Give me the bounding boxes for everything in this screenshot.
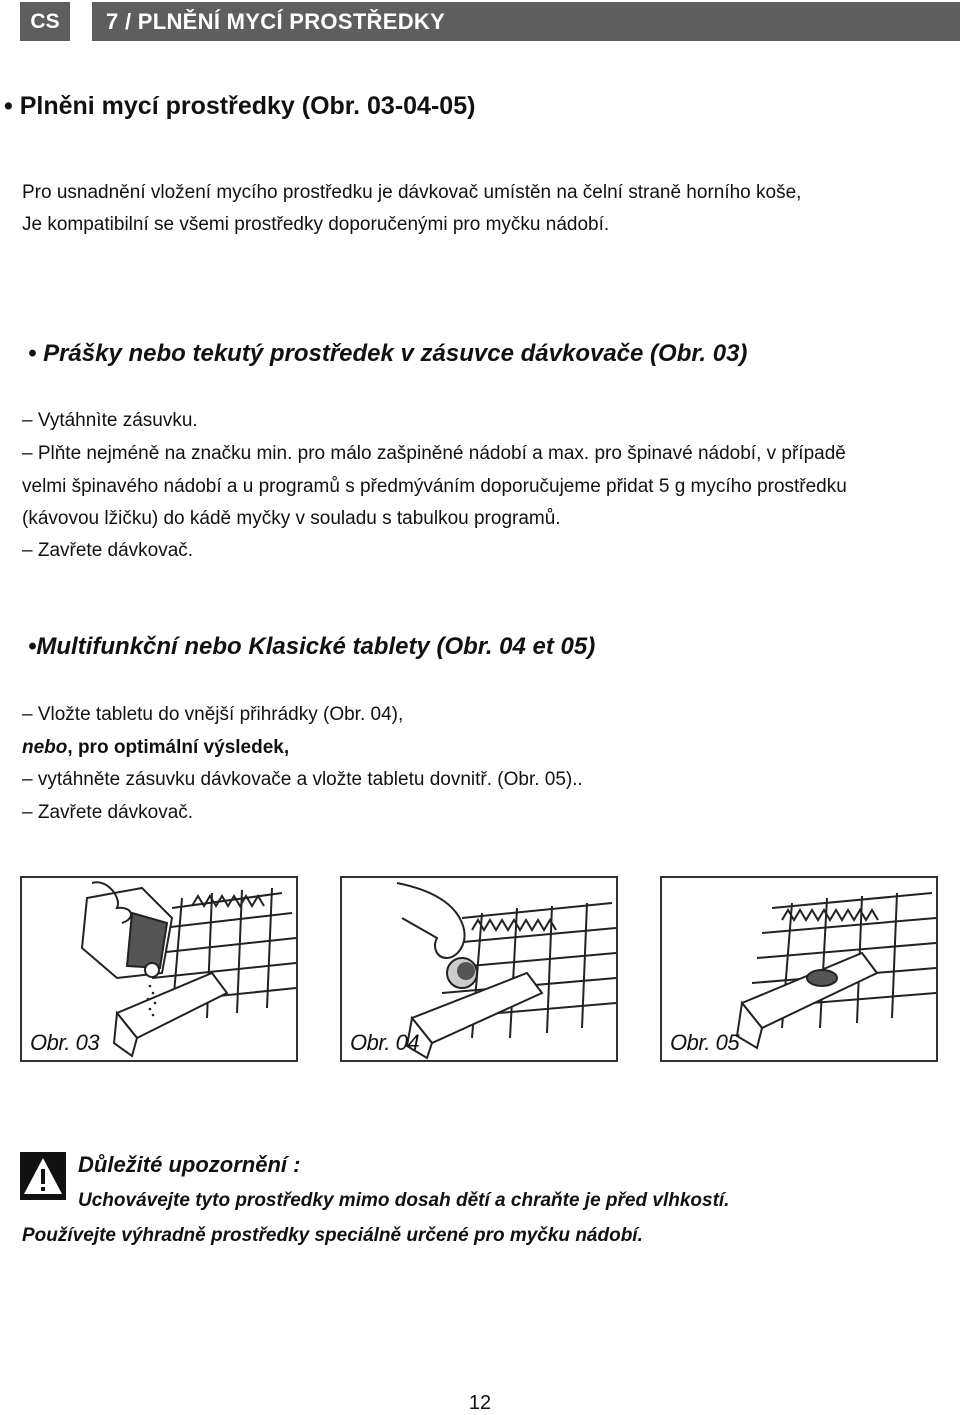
warning-icon [20, 1152, 66, 1200]
section-title: 7 / PLNĚNÍ MYCÍ PROSTŘEDKY [106, 8, 446, 34]
powder-line-3: velmi špinavého nádobí a u programů s předmýváním doporučujeme přidat 5 g mycího prostředku [22, 476, 847, 497]
tablets-line-2-rest: , pro optimální výsledek, [67, 737, 290, 758]
tablets-line-2 [22, 732, 289, 764]
warning-line-2: Používejte výhradně prostředky speciálně určené pro myčku nádobí. [22, 1225, 643, 1246]
figure-obr-05 [660, 876, 938, 1062]
warning-line-1: Uchovávejte tyto prostředky mimo dosah dětí a chraňte je před vlhkostí. [78, 1190, 730, 1211]
powder-heading: • Prášky nebo tekutý prostředek v zásuvce dávkovače (Obr. 03) [28, 340, 748, 367]
figure-obr-03 [20, 876, 298, 1062]
tablets-line-3: – vytáhněte zásuvku dávkovače a vložte tabletu dovnitř. (Obr. 05).. [22, 769, 583, 790]
tablets-line-1: – Vložte tabletu do vnější přihrádky (Obr. 04), [22, 704, 404, 725]
section-title-bar [92, 2, 960, 41]
figure-obr-04 [340, 876, 618, 1062]
page-number: 12 [468, 1392, 492, 1414]
intro-heading: • Plněni mycí prostředky (Obr. 03-04-05) [4, 92, 476, 120]
intro-line-1: Pro usnadnění vložení mycího prostředku je dávkovač umístěn na čelní straně horního koše, [22, 182, 802, 203]
powder-line-1: – Vytáhnìte zásuvku. [22, 410, 198, 431]
figure-04-label: Obr. 04 [350, 1030, 420, 1055]
tablets-heading: •Multifunkční nebo Klasické tablety (Obr. 04 et 05) [28, 633, 596, 660]
intro-line-2: Je kompatibilní se všemi prostředky doporučenými pro myčku nádobí. [22, 214, 610, 235]
warning-title: Důležité upozornění : [78, 1152, 301, 1177]
language-badge: CS [20, 2, 70, 41]
powder-line-4: (kávovou lžičku) do kádě myčky v souladu s tabulkou programů. [22, 508, 561, 529]
figure-03-label: Obr. 03 [30, 1030, 100, 1055]
tablets-line-4: – Zavřete dávkovač. [22, 802, 194, 823]
tablets-line-2-italic: nebo [22, 737, 68, 758]
powder-line-2: – Plňte nejméně na značku min. pro málo zašpiněné nádobí a max. pro špinavé nádobí, v případě [22, 443, 846, 464]
powder-line-5: – Zavřete dávkovač. [22, 540, 194, 561]
figure-05-label: Obr. 05 [670, 1030, 740, 1055]
